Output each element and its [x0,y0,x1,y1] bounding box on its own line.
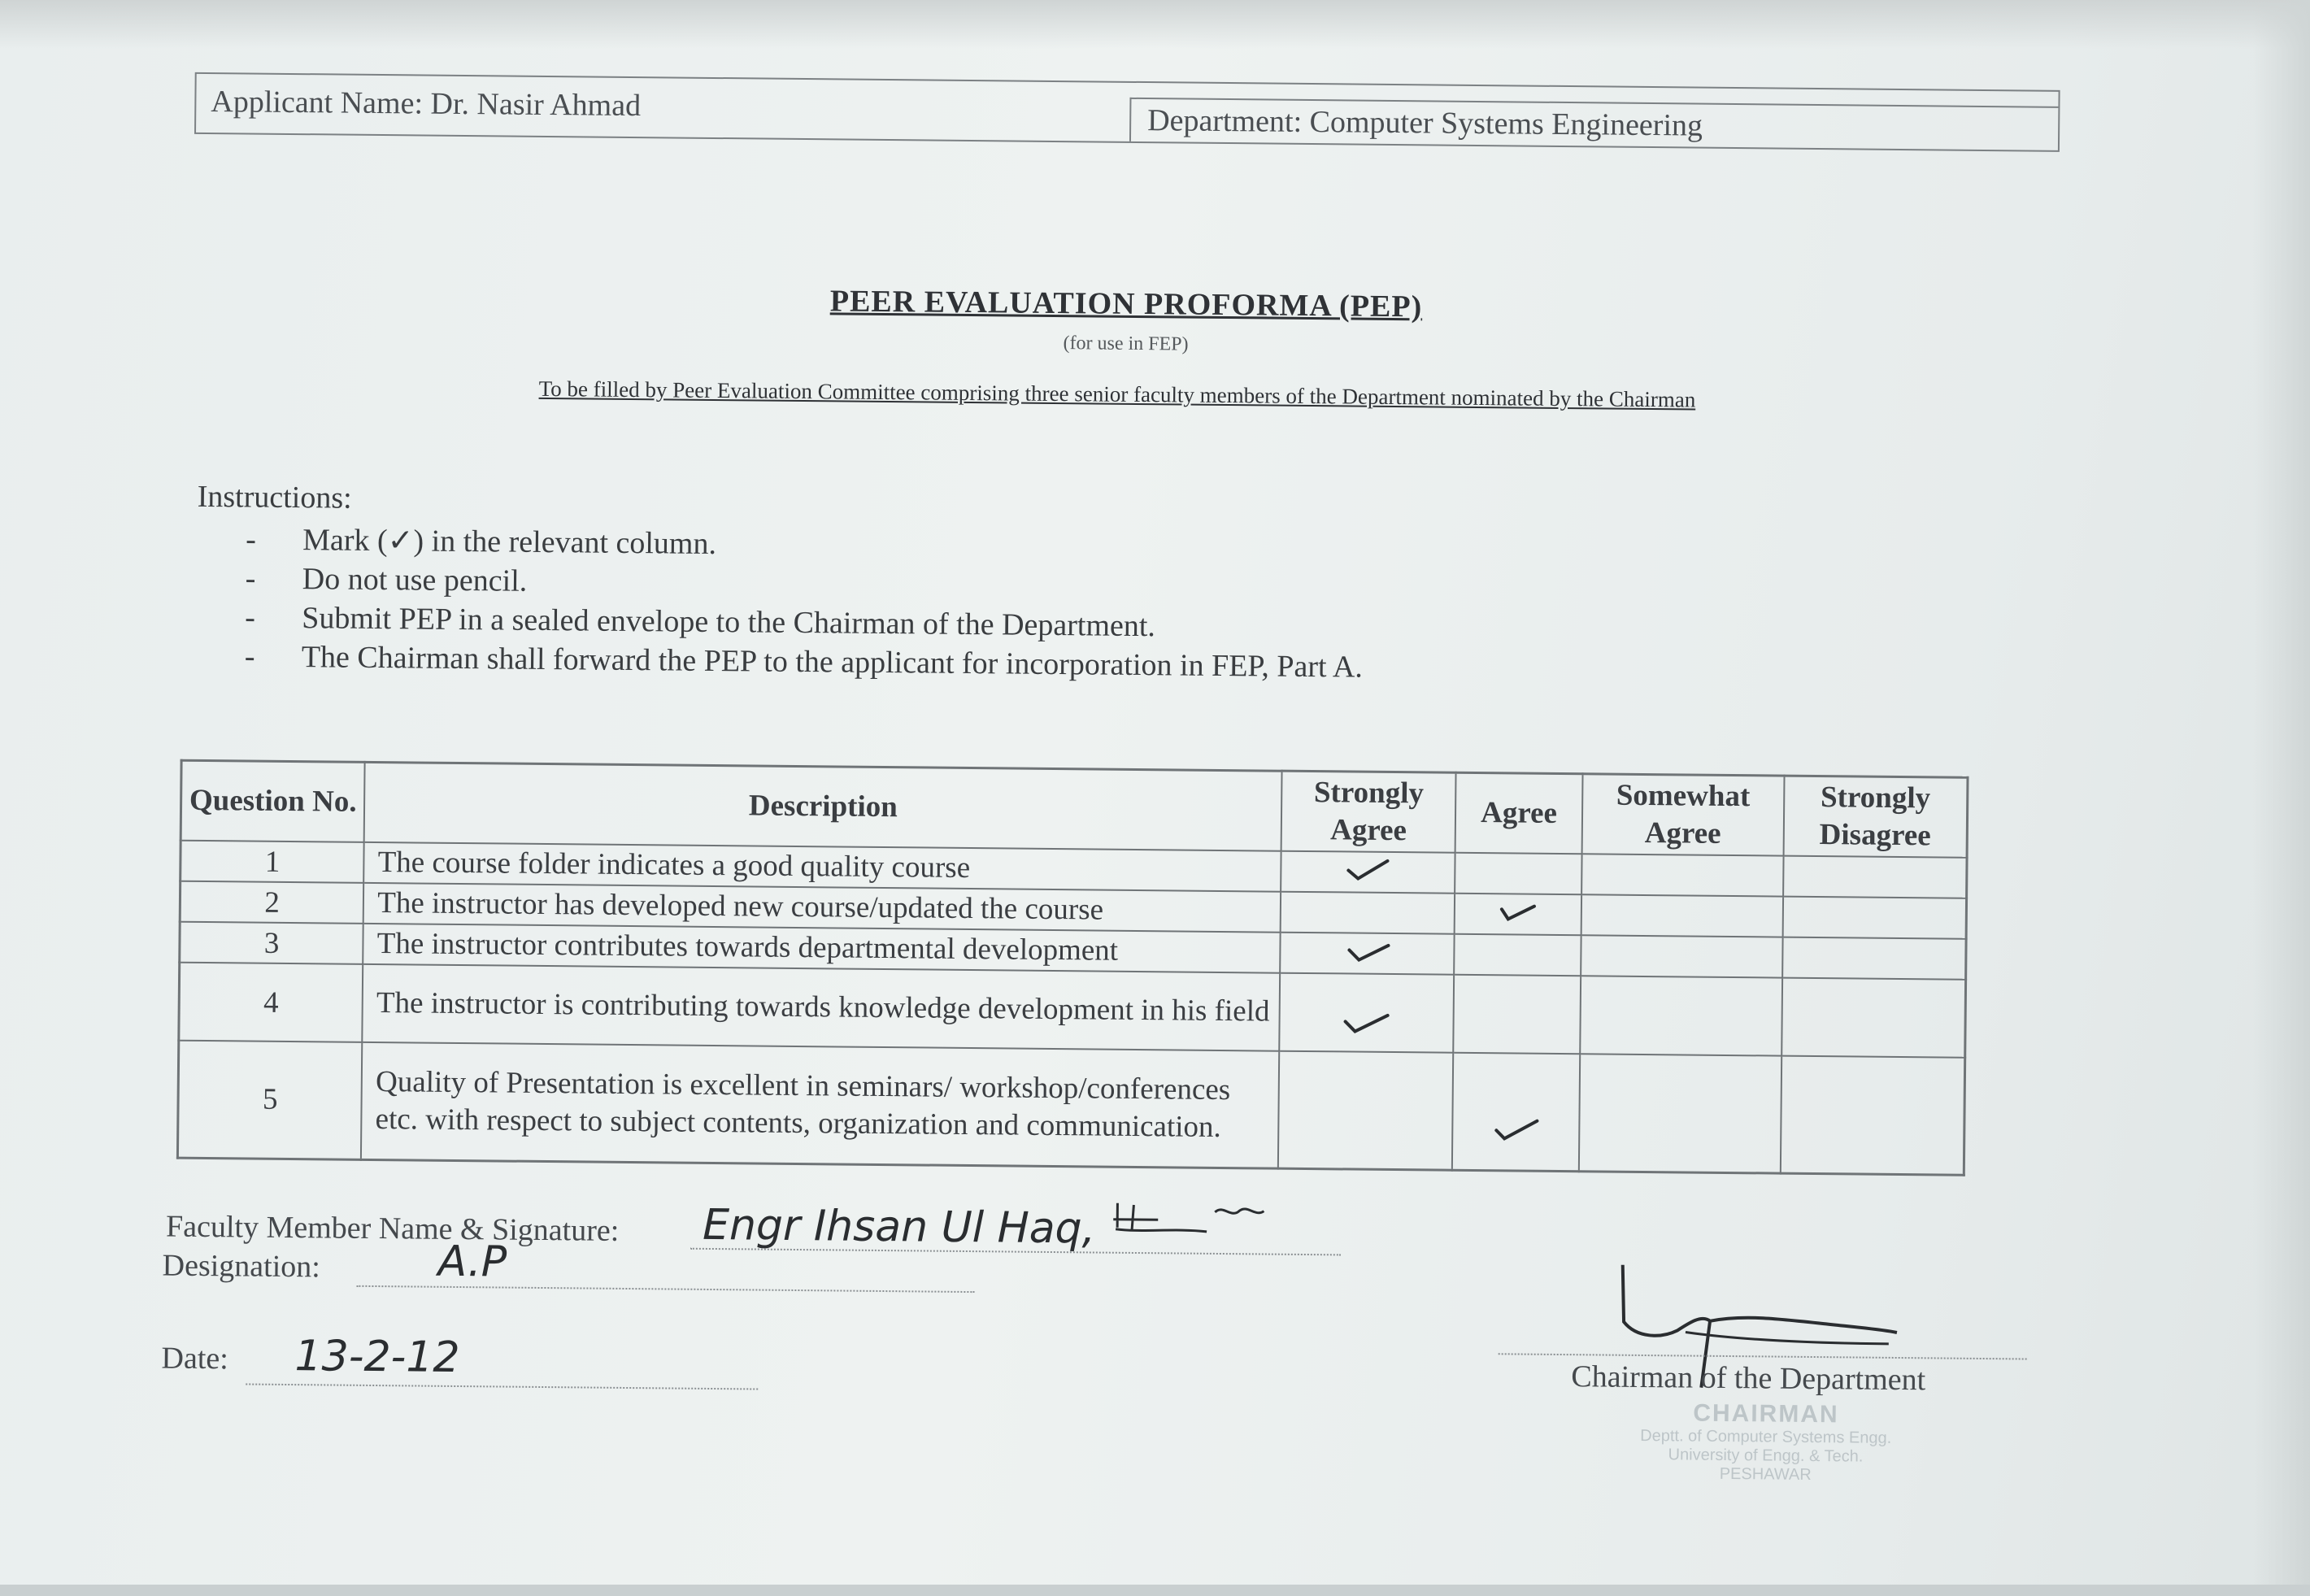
instruction-item: - The Chairman shall forward the PEP to the applicant for incorporation in FEP, Part A. [245,637,1364,686]
cell-strongly-disagree[interactable] [1781,1056,1965,1175]
cell-strongly-agree[interactable] [1280,973,1455,1053]
faculty-label: Faculty Member Name & Signature: [165,1209,620,1248]
header-somewhat-agree: Somewhat Agree [1581,774,1784,856]
cell-strongly-agree[interactable] [1281,851,1455,894]
cell-agree[interactable] [1454,934,1581,976]
chairman-label: Chairman of the Department [1571,1359,1926,1398]
date-handwritten: 13-2-12 [294,1332,460,1383]
cell-agree[interactable] [1452,1053,1580,1171]
date-line [246,1383,758,1389]
question-no: 5 [177,1041,362,1159]
form-subtitle: (for use in FEP) [1063,333,1189,355]
cell-agree[interactable] [1455,894,1581,935]
checkmark-icon [1494,896,1542,924]
question-no: 4 [179,963,363,1042]
department-name: Department: Computer Systems Engineering [1147,103,1703,143]
table-row [177,1041,1964,1175]
bullet-dash: - [245,561,256,596]
cell-somewhat-agree[interactable] [1581,854,1783,896]
cell-strongly-agree[interactable] [1280,933,1454,975]
cell-strongly-agree[interactable] [1278,1051,1453,1170]
cell-strongly-disagree[interactable] [1781,978,1966,1058]
instructions-heading: Instructions: [197,479,352,515]
bullet-dash: - [246,522,257,557]
checkmark-icon [1343,854,1392,882]
applicant-name: Applicant Name: Dr. Nasir Ahmad [211,85,642,124]
bullet-dash: - [244,639,255,674]
cell-somewhat-agree[interactable] [1581,935,1782,977]
header-strongly-disagree: Strongly Disagree [1783,776,1968,858]
question-description: The instructor contributes towards departmental development [363,924,1280,973]
question-description: The instructor is contributing towards knowledge development in his field [363,964,1281,1051]
cell-somewhat-agree[interactable] [1579,1054,1781,1172]
stamp-line: CHAIRMAN [1693,1399,1839,1429]
date-label: Date: [161,1341,229,1376]
designation-line [356,1285,974,1293]
checkmark-icon [1342,1007,1391,1035]
cell-somewhat-agree[interactable] [1580,976,1782,1055]
designation-handwritten: A.P [437,1237,507,1287]
form-title: PEER EVALUATION PROFORMA (PEP) [829,284,1423,324]
header-question-no: Question No. [181,760,365,842]
committee-note: To be filled by Peer Evaluation Committee comprising three senior faculty members of the Department nominated by the Chairman [538,376,1696,412]
applicant-header-box [194,72,2060,152]
department-cell [1129,98,2058,150]
department-stamp [1578,1398,1953,1485]
header-description: Description [364,762,1282,850]
question-no: 3 [180,922,363,964]
cell-agree[interactable] [1455,853,1581,894]
cell-strongly-disagree[interactable] [1782,897,1966,939]
instruction-item: - Submit PEP in a sealed envelope to the Chairman of the Department. [245,598,1364,647]
question-no: 2 [180,881,363,924]
stamp-line: University of Engg. & Tech. [1668,1446,1864,1466]
question-description: The instructor has developed new course/updated the course [363,883,1281,933]
instructions-list [245,520,1364,686]
evaluation-table [176,759,1969,1176]
question-description: The course folder indicates a good quality course [363,842,1281,892]
instruction-item: - Mark (✓) in the relevant column. [246,520,1364,569]
cell-strongly-agree[interactable] [1281,892,1455,934]
header-strongly-agree: Strongly Agree [1281,771,1456,853]
faculty-signature [1109,1195,1297,1254]
question-description: Quality of Presentation is excellent in seminars/ workshop/conferences etc. with respect to subject contents, organization and communication. [361,1042,1279,1168]
cell-agree[interactable] [1453,975,1581,1054]
cell-somewhat-agree[interactable] [1581,894,1783,937]
stamp-line: Deptt. of Computer Systems Engg. [1640,1426,1892,1447]
faculty-name-handwritten: Engr Ihsan Ul Haq, [702,1200,1096,1254]
checkmark-icon [1491,1114,1540,1142]
instruction-item: - Do not use pencil. [246,559,1364,608]
stamp-line: PESHAWAR [1719,1464,1812,1484]
cell-strongly-disagree[interactable] [1783,856,1967,898]
question-no: 1 [181,841,364,883]
header-agree: Agree [1455,772,1583,854]
bullet-dash: - [245,600,256,635]
cell-strongly-disagree[interactable] [1782,937,1966,980]
checkmark-icon [1342,935,1391,963]
designation-label: Designation: [162,1248,321,1285]
